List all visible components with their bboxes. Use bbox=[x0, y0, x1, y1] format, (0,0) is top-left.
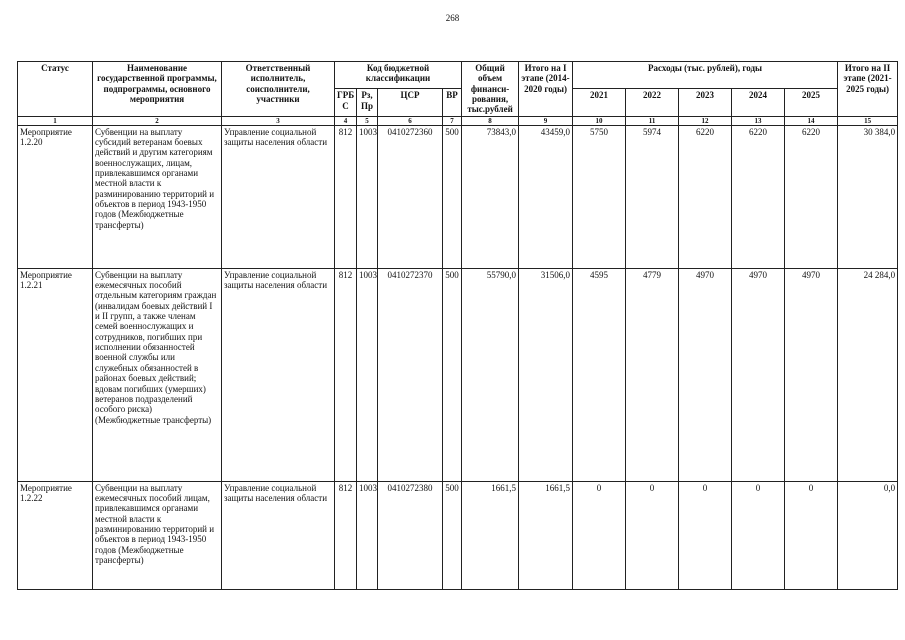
row-status: Мероприятие 1.2.21 bbox=[18, 268, 93, 481]
header-total-volume: Общий объем финанси-рования, тыс.рублей bbox=[462, 62, 519, 117]
row-rzpr: 1003 bbox=[357, 481, 378, 589]
column-number: 13 bbox=[732, 116, 785, 125]
header-year-2021: 2021 bbox=[573, 89, 626, 116]
column-number: 12 bbox=[679, 116, 732, 125]
header-rzpr: Рз, Пр bbox=[357, 89, 378, 116]
row-total: 73843,0 bbox=[462, 125, 519, 268]
row-stage2: 30 384,0 bbox=[838, 125, 898, 268]
row-vr: 500 bbox=[443, 481, 462, 589]
header-year-2024: 2024 bbox=[732, 89, 785, 116]
row-responsible: Управление социальной защиты населения области bbox=[222, 481, 335, 589]
row-csr: 0410272370 bbox=[378, 268, 443, 481]
row-csr: 0410272360 bbox=[378, 125, 443, 268]
row-status: Мероприятие 1.2.20 bbox=[18, 125, 93, 268]
header-vr: ВР bbox=[443, 89, 462, 116]
table-row bbox=[18, 125, 898, 268]
header-responsible: Ответственный исполнитель, соисполнители, участники bbox=[222, 62, 335, 117]
row-total: 55790,0 bbox=[462, 268, 519, 481]
row-csr: 0410272380 bbox=[378, 481, 443, 589]
row-name: Субвенции на выплату субсидий ветеранам боевых действий и другим категориям военнослужащих, лицам, привлекавшимся органами местной власти к разминированию территорий и объектов в период 1943-1950 годов (Межбюджетные трансферты) bbox=[93, 125, 222, 268]
row-stage2: 24 284,0 bbox=[838, 268, 898, 481]
header-status: Статус bbox=[18, 62, 93, 117]
row-y2023: 6220 bbox=[679, 125, 732, 268]
row-y2022: 4779 bbox=[626, 268, 679, 481]
column-number: 11 bbox=[626, 116, 679, 125]
row-name: Субвенции на выплату ежемесячных пособий отдельным категориям граждан (инвалидам боевых действий I и II групп, а также членам семей военнослужащих и сотрудников, погибших при исполнении обязанностей военной службы или служебных обязанностей в районах боевых действий; вдовам погибших (умерших) ветеранов подразделений особого риска) (Межбюджетные трансферты) bbox=[93, 268, 222, 481]
row-grbs: 812 bbox=[335, 268, 357, 481]
row-y2024: 0 bbox=[732, 481, 785, 589]
row-stage1: 31506,0 bbox=[519, 268, 573, 481]
row-responsible: Управление социальной защиты населения области bbox=[222, 268, 335, 481]
row-stage1: 1661,5 bbox=[519, 481, 573, 589]
column-number: 7 bbox=[443, 116, 462, 125]
header-grbs: ГРБ С bbox=[335, 89, 357, 116]
row-y2021: 5750 bbox=[573, 125, 626, 268]
column-number-row bbox=[18, 116, 898, 125]
row-status: Мероприятие 1.2.22 bbox=[18, 481, 93, 589]
column-number: 14 bbox=[785, 116, 838, 125]
header-budget-code: Код бюджетной классификации bbox=[335, 62, 462, 89]
row-y2022: 5974 bbox=[626, 125, 679, 268]
row-vr: 500 bbox=[443, 268, 462, 481]
header-year-2022: 2022 bbox=[626, 89, 679, 116]
column-number: 3 bbox=[222, 116, 335, 125]
column-number: 2 bbox=[93, 116, 222, 125]
header-year-2023: 2023 bbox=[679, 89, 732, 116]
column-number: 10 bbox=[573, 116, 626, 125]
row-y2023: 4970 bbox=[679, 268, 732, 481]
row-y2021: 4595 bbox=[573, 268, 626, 481]
row-y2021: 0 bbox=[573, 481, 626, 589]
row-rzpr: 1003 bbox=[357, 125, 378, 268]
row-y2023: 0 bbox=[679, 481, 732, 589]
row-name: Субвенции на выплату ежемесячных пособий лицам, привлекавшимся органами местной власти к разминированию территорий и объектов в период 1943-1950 годов (Межбюджетные трансферты) bbox=[93, 481, 222, 589]
page-number: 268 bbox=[445, 13, 460, 23]
row-rzpr: 1003 bbox=[357, 268, 378, 481]
row-responsible: Управление социальной защиты населения области bbox=[222, 125, 335, 268]
row-y2025: 6220 bbox=[785, 125, 838, 268]
column-number: 15 bbox=[838, 116, 898, 125]
row-y2025: 4970 bbox=[785, 268, 838, 481]
row-grbs: 812 bbox=[335, 125, 357, 268]
header-name: Наименование государственной программы, подпрограммы, основного мероприятия bbox=[93, 62, 222, 117]
row-stage2: 0,0 bbox=[838, 481, 898, 589]
header-csr: ЦСР bbox=[378, 89, 443, 116]
header-year-2025: 2025 bbox=[785, 89, 838, 116]
row-stage1: 43459,0 bbox=[519, 125, 573, 268]
row-y2024: 6220 bbox=[732, 125, 785, 268]
column-number: 4 bbox=[335, 116, 357, 125]
row-vr: 500 bbox=[443, 125, 462, 268]
column-number: 6 bbox=[378, 116, 443, 125]
row-y2022: 0 bbox=[626, 481, 679, 589]
header-expenses: Расходы (тыс. рублей), годы bbox=[573, 62, 838, 89]
row-y2025: 0 bbox=[785, 481, 838, 589]
column-number: 1 bbox=[18, 116, 93, 125]
row-y2024: 4970 bbox=[732, 268, 785, 481]
column-number: 9 bbox=[519, 116, 573, 125]
budget-table bbox=[17, 61, 898, 590]
column-number: 5 bbox=[357, 116, 378, 125]
column-number: 8 bbox=[462, 116, 519, 125]
row-total: 1661,5 bbox=[462, 481, 519, 589]
table-row bbox=[18, 268, 898, 481]
row-grbs: 812 bbox=[335, 481, 357, 589]
header-stage1-total: Итого на I этапе (2014-2020 годы) bbox=[519, 62, 573, 117]
table-row bbox=[18, 481, 898, 589]
header-stage2-total: Итого на II этапе (2021-2025 годы) bbox=[838, 62, 898, 117]
